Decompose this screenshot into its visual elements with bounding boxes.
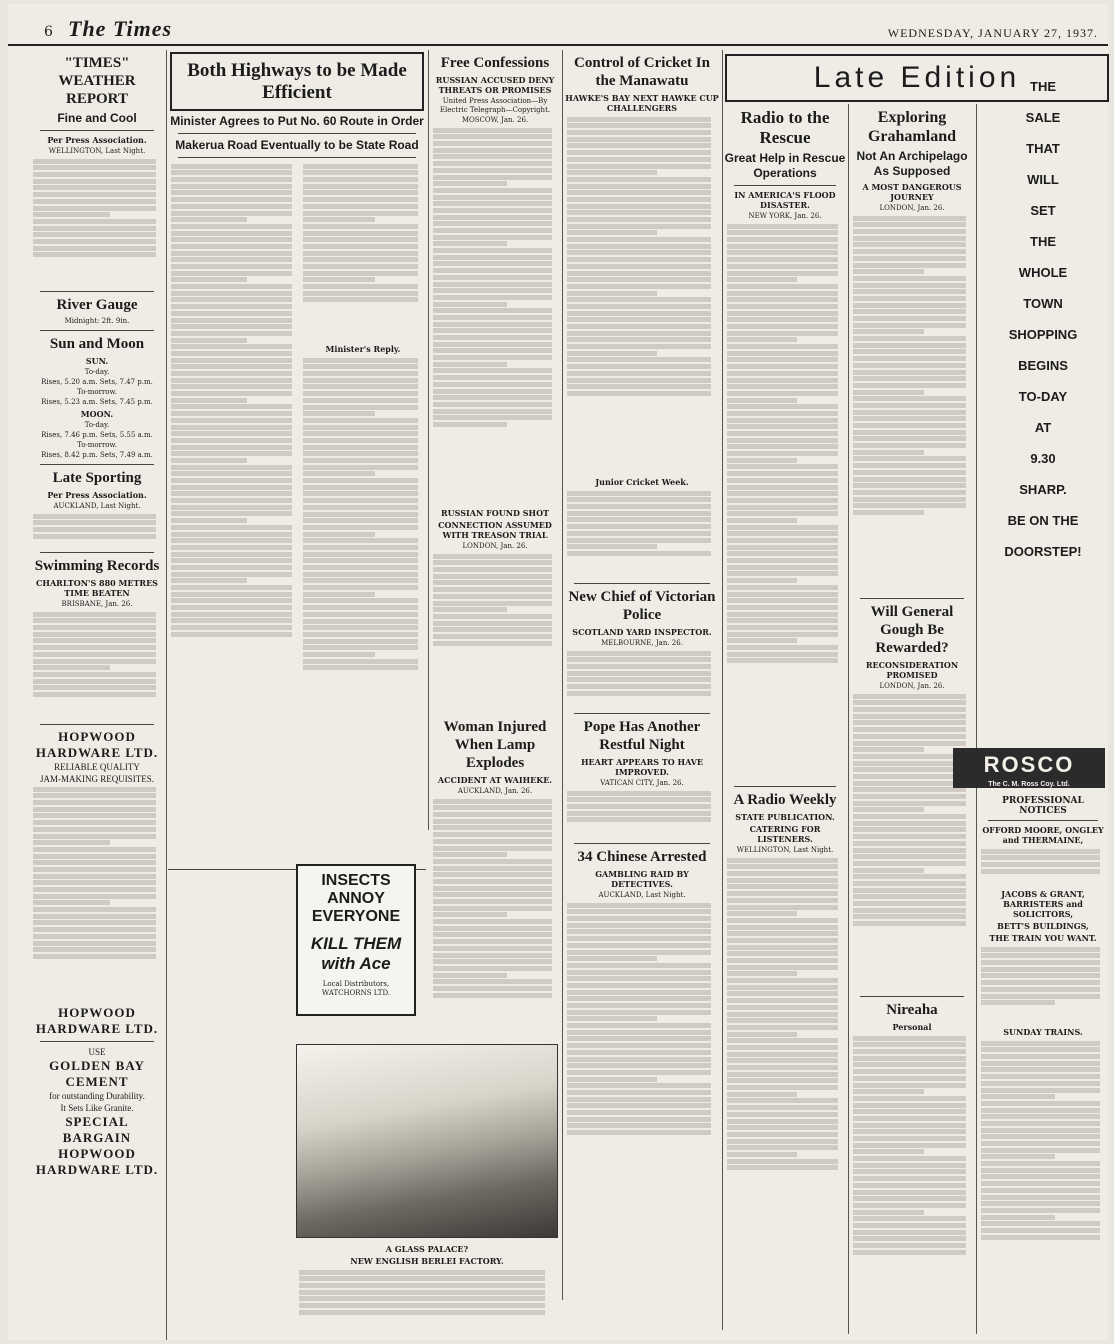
rosco-ad (953, 748, 1105, 788)
rosco-name: ROSCO (983, 752, 1075, 777)
photo-text (299, 1268, 555, 1328)
ad-cement: GOLDEN BAY CEMENT (49, 1058, 145, 1089)
newspaper-name: The Times (68, 16, 173, 41)
sun-tomorrow: To-morrow. (77, 388, 117, 396)
highways-title: Both Highways to be Made Efficient (187, 60, 407, 103)
woman-sub: ACCIDENT AT WAIHEKE. (437, 775, 553, 785)
gough-sub: RECONSIDERATION PROMISED (865, 660, 959, 680)
moon-sets-today: Sets, 5.55 a.m. (100, 431, 153, 439)
radio-dateline: NEW YORK, Jan. 26. (748, 212, 822, 220)
moon-today: To-day. (84, 421, 110, 429)
notices-bldg: BETT'S BUILDINGS, (997, 921, 1089, 931)
sale-word: DOORSTEP! (1004, 544, 1082, 559)
masthead (8, 4, 1108, 46)
weather-credit: Per Press Association. (47, 135, 147, 145)
chinese-text (567, 901, 717, 1201)
ad-special: SPECIAL BARGAIN (62, 1114, 132, 1145)
weekly-text (727, 856, 843, 1256)
sale-word: TOWN (1023, 296, 1063, 311)
late-edition-banner: Late Edition (725, 54, 1109, 102)
sale-word: 9.30 (1030, 451, 1056, 466)
sale-word: TO-DAY (1018, 389, 1068, 404)
cricket-junior: Junior Cricket Week. (595, 477, 689, 487)
weekly-title: A Radio Weekly (733, 792, 837, 808)
moon-label: MOON. (80, 409, 114, 419)
sporting-title: Late Sporting (52, 470, 142, 486)
hopwood-price-list (33, 785, 161, 1005)
sunmoon-title: Sun and Moon (49, 336, 145, 352)
nireaha-sub: Personal (892, 1022, 932, 1032)
column-radio (724, 104, 846, 1334)
confessions-sub: RUSSIAN ACCUSED DENY THREATS OR PROMISES (435, 75, 555, 95)
weekly-sub2: CATERING FOR LISTENERS. (749, 824, 821, 844)
pope-dateline: VATICAN CITY, Jan. 26. (600, 779, 684, 787)
highways-sub2: Makerua Road Eventually to be State Road (175, 138, 419, 152)
cricket-sub: HAWKE'S BAY NEXT HAWKE CUP CHALLENGERS (565, 93, 719, 113)
ad-durability: for outstanding Durability. (49, 1091, 145, 1101)
pope-title: Pope Has Another Restful Night (583, 719, 701, 753)
sale-word: THE (1030, 234, 1056, 249)
swimming-dateline: BRISBANE, Jan. 26. (61, 600, 133, 608)
column-woman (430, 714, 560, 1034)
sale-word: THAT (1026, 141, 1060, 156)
woman-dateline: AUCKLAND, Jan. 26. (457, 787, 533, 795)
insects-ad (296, 864, 416, 1016)
sale-word: SHOPPING (1008, 327, 1078, 342)
sale-word: SALE (1025, 110, 1061, 125)
notices-train: THE TRAIN YOU WANT. (989, 933, 1097, 943)
graham-sub2: A MOST DANGEROUS JOURNEY (862, 182, 962, 202)
sale-word: WILL (1027, 172, 1059, 187)
notices-firm1: OFFORD MOORE, ONGLEY and THERMAINE, (982, 825, 1104, 845)
graham-sub: Not An Archipelago As Supposed (856, 149, 968, 178)
confessions-dateline2: LONDON, Jan. 26. (462, 542, 528, 550)
nireaha-text (853, 1034, 971, 1314)
photo-caption: A GLASS PALACE? (385, 1244, 469, 1254)
moon-tomorrow: To-morrow. (77, 441, 117, 449)
column-cricket (564, 50, 720, 1330)
notices-firm1-text (981, 847, 1105, 887)
sporting-dateline: AUCKLAND, Last Night. (53, 502, 141, 510)
radio-text (727, 222, 843, 782)
sale-word: AT (1034, 420, 1052, 435)
sale-word: BEGINS (1018, 358, 1068, 373)
column-highways (168, 50, 426, 870)
sun-today: To-day. (84, 368, 110, 376)
column-grahamland (850, 104, 974, 1334)
radio-sub2: IN AMERICA'S FLOOD DISASTER. (734, 190, 836, 210)
moon-sets-tomorrow: Sets, 7.49 a.m. (100, 451, 153, 459)
pope-text (567, 789, 717, 839)
weekly-dateline: WELLINGTON, Last Night. (736, 846, 834, 854)
moon-rises-today: Rises, 7.46 p.m. (41, 431, 98, 439)
sale-word: BE ON THE (1007, 513, 1079, 528)
swimming-sub: CHARLTON'S 880 METRES TIME BEATEN (36, 578, 158, 598)
photo-caption-block (296, 1242, 558, 1338)
notices-text (981, 1039, 1105, 1299)
pope-sub: HEART APPEARS TO HAVE IMPROVED. (580, 757, 704, 777)
river-value: Midnight: 2ft. 9in. (64, 317, 130, 325)
police-dateline: MELBOURNE, Jan. 26. (601, 639, 683, 647)
confessions-title: Free Confessions (440, 55, 550, 71)
woman-text (433, 797, 557, 1034)
notices-sunday: SUNDAY TRAINS. (1003, 1027, 1083, 1037)
weekly-sub: STATE PUBLICATION. (735, 812, 835, 822)
cricket-text (567, 115, 717, 475)
confessions-treason: CONNECTION ASSUMED WITH TREASON TRIAL (438, 520, 552, 540)
highways-sub1: Minister Agrees to Put No. 60 Route in Order (170, 114, 424, 128)
confessions-found: RUSSIAN FOUND SHOT (441, 508, 549, 518)
graham-text (853, 214, 971, 594)
police-text (567, 649, 717, 709)
train-times (981, 945, 1105, 1025)
hopwood-ad-line2: JAM-MAKING REQUISITES. (40, 774, 154, 784)
police-sub: SCOTLAND YARD INSPECTOR. (572, 627, 712, 637)
page-number: 6 (44, 24, 53, 40)
sporting-credit: Per Press Association. (47, 490, 147, 500)
graham-dateline: LONDON, Jan. 26. (879, 204, 945, 212)
gough-text (853, 692, 971, 992)
weather-text (33, 157, 161, 287)
highways-reply: Minister's Reply. (325, 344, 401, 354)
notices-firm2: JACOBS & GRANT, BARRISTERS and SOLICITORS, (1001, 889, 1085, 919)
woman-title: Woman Injured When Lamp Explodes (443, 719, 547, 771)
chinese-dateline: AUCKLAND, Last Night. (598, 891, 686, 899)
cricket-junior-text (567, 489, 717, 579)
highways-text-left (171, 162, 297, 762)
column-notices (978, 794, 1108, 1334)
factory-photo (296, 1044, 558, 1238)
ad-granite: It Sets Like Granite. (60, 1103, 134, 1113)
sun-label: SUN. (85, 356, 109, 366)
sun-sets-today: Sets, 7.47 p.m. (99, 378, 153, 386)
kill-text: KILL THEM with Ace (310, 934, 402, 973)
chinese-sub: GAMBLING RAID BY DETECTIVES. (595, 869, 689, 889)
newspaper-page (8, 4, 1108, 1340)
hopwood-ad-name3: HOPWOOD HARDWARE LTD. (35, 1146, 159, 1177)
police-title: New Chief of Victorian Police (568, 589, 716, 623)
cricket-title: Control of Cricket In the Manawatu (574, 55, 710, 89)
weather-title: "TIMES" WEATHER REPORT (58, 55, 136, 107)
sale-word: THE (1030, 79, 1056, 94)
column-weather (30, 50, 164, 1340)
photo-sub: NEW ENGLISH BERLEI FACTORY. (350, 1256, 504, 1266)
weather-dateline: WELLINGTON, Last Night. (48, 147, 146, 155)
weather-head: Fine and Cool (57, 111, 137, 125)
sale-ad (978, 64, 1108, 744)
sporting-text (33, 512, 161, 548)
gough-dateline: LONDON, Jan. 26. (879, 682, 945, 690)
graham-title: Exploring Grahamland (867, 109, 956, 145)
radio-title: Radio to the Rescue (740, 108, 830, 147)
confessions-dateline: MOSCOW, Jan. 26. (461, 116, 529, 124)
column-confessions (430, 50, 560, 710)
sale-word: SET (1030, 203, 1056, 218)
swimming-text (33, 610, 161, 720)
rosco-sub: The C. M. Ross Coy. Ltd. (988, 781, 1070, 788)
confessions-text2 (433, 552, 557, 672)
sale-word: SHARP. (1019, 482, 1067, 497)
ad-use: USE (88, 1047, 106, 1057)
ace-agents: Local Distributors, WATCHORNS LTD. (321, 980, 391, 997)
confessions-credit: United Press Association—By Electric Telegraph—Copyright. (439, 97, 551, 114)
nireaha-title: Nireaha (886, 1002, 938, 1018)
confessions-text (433, 126, 557, 506)
highways-text-right (303, 162, 423, 342)
gough-title: Will General Gough Be Rewarded? (870, 604, 954, 656)
hopwood-ad-name2: HOPWOOD HARDWARE LTD. (35, 1005, 159, 1036)
insects-text: INSECTS ANNOY EVERYONE (311, 872, 401, 925)
sun-rises-today: Rises, 5.20 a.m. (41, 378, 98, 386)
highways-reply-text (303, 356, 423, 756)
swimming-title: Swimming Records (34, 558, 160, 574)
issue-date: WEDNESDAY, JANUARY 27, 1937. (887, 26, 1098, 40)
sun-rises-tomorrow: Rises, 5.23 a.m. (41, 398, 98, 406)
moon-rises-tomorrow: Rises, 8.42 p.m. (41, 451, 98, 459)
radio-sub: Great Help in Rescue Operations (724, 151, 846, 180)
sun-sets-tomorrow: Sets, 7.45 p.m. (99, 398, 153, 406)
hopwood-ad-line1: RELIABLE QUALITY (54, 762, 140, 772)
notices-title: PROFESSIONAL NOTICES (1002, 796, 1084, 816)
chinese-title: 34 Chinese Arrested (577, 849, 707, 865)
hopwood-ad-name: HOPWOOD HARDWARE LTD. (35, 729, 159, 760)
river-title: River Gauge (56, 297, 138, 313)
sale-word: WHOLE (1018, 265, 1068, 280)
